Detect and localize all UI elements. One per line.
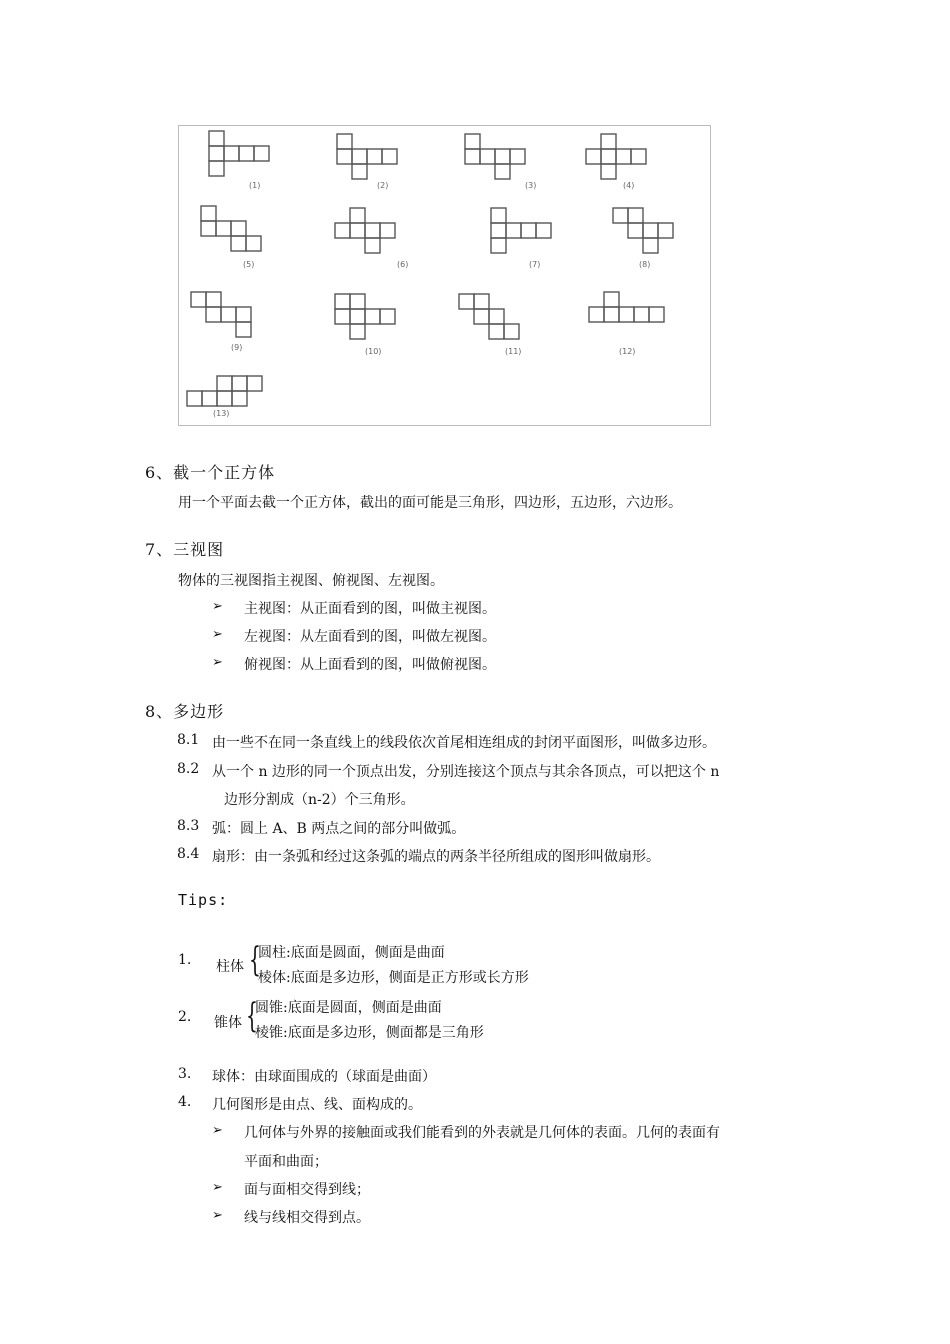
net-square	[495, 149, 510, 164]
cube-net-5	[201, 206, 261, 269]
net-square	[459, 294, 474, 309]
net-square	[382, 149, 397, 164]
tip-bullet-continued: 平面和曲面；	[244, 1154, 328, 1170]
tip-branch: 棱锥:底面是多边形，侧面都是三角形	[255, 1025, 484, 1041]
tip-branch: 圆柱:底面是圆面，侧面是曲面	[258, 945, 445, 961]
net-square	[491, 208, 506, 223]
net-square	[465, 134, 480, 149]
item-number: 8.3	[177, 818, 200, 834]
tips-title: Tips:	[178, 891, 229, 909]
net-square	[247, 376, 262, 391]
brace-icon: {	[246, 996, 258, 1036]
cube-net-8	[613, 208, 673, 269]
net-square	[604, 307, 619, 322]
net-square	[589, 307, 604, 322]
bullet-arrow-icon: ➢	[212, 599, 223, 614]
net-label: (9)	[231, 343, 243, 352]
net-square	[601, 134, 616, 149]
cube-net-9	[191, 292, 251, 352]
net-square	[634, 307, 649, 322]
net-square	[231, 236, 246, 251]
net-square	[216, 221, 231, 236]
net-square	[506, 223, 521, 238]
net-square	[495, 164, 510, 179]
net-label: (12)	[619, 347, 636, 356]
cube-net-4	[586, 134, 646, 190]
net-square	[335, 294, 350, 309]
net-square	[489, 309, 504, 324]
section-6-heading: 6、截一个正方体	[145, 463, 276, 482]
brace-icon: {	[249, 940, 261, 980]
tip-number: 4.	[178, 1094, 192, 1110]
net-label: (4)	[623, 181, 635, 190]
net-square	[643, 238, 658, 253]
net-label: (10)	[365, 347, 382, 356]
section-6-body: 用一个平面去截一个正方体，截出的面可能是三角形，四边形，五边形，六边形。	[178, 495, 682, 511]
net-label: (13)	[213, 409, 230, 418]
net-square	[246, 236, 261, 251]
tip-text: 几何图形是由点、线、面构成的。	[212, 1097, 422, 1113]
net-square	[491, 223, 506, 238]
net-label: (1)	[249, 181, 261, 190]
section-7-bullet: 主视图：从正面看到的图，叫做主视图。	[244, 601, 496, 617]
net-square	[206, 307, 221, 322]
net-square	[480, 149, 495, 164]
net-square	[209, 161, 224, 176]
net-square	[474, 294, 489, 309]
net-square	[350, 324, 365, 339]
net-square	[619, 307, 634, 322]
net-square	[616, 149, 631, 164]
tip-term: 锥体	[214, 1015, 242, 1031]
item-text: 扇形：由一条弧和经过这条弧的端点的两条半径所组成的图形叫做扇形。	[212, 849, 660, 865]
net-square	[335, 309, 350, 324]
net-square	[536, 223, 551, 238]
net-square	[601, 149, 616, 164]
bullet-arrow-icon: ➢	[212, 1208, 223, 1223]
net-square	[335, 223, 350, 238]
net-square	[643, 223, 658, 238]
net-square	[510, 149, 525, 164]
tip-branch: 圆锥:底面是圆面，侧面是曲面	[255, 1000, 442, 1016]
item-number: 8.1	[177, 732, 200, 748]
bullet-arrow-icon: ➢	[212, 627, 223, 642]
cube-net-2	[337, 134, 397, 190]
net-square	[601, 164, 616, 179]
net-label: (3)	[525, 181, 537, 190]
net-square	[187, 391, 202, 406]
net-square	[658, 223, 673, 238]
net-square	[604, 292, 619, 307]
net-square	[350, 294, 365, 309]
net-label: (8)	[639, 260, 651, 269]
net-square	[350, 309, 365, 324]
net-square	[254, 146, 269, 161]
net-square	[217, 376, 232, 391]
tip-bullet: 面与面相交得到线；	[244, 1182, 370, 1198]
net-square	[217, 391, 232, 406]
net-label: (11)	[505, 347, 522, 356]
bullet-arrow-icon: ➢	[212, 655, 223, 670]
net-square	[474, 309, 489, 324]
cube-net-3	[465, 134, 536, 190]
net-square	[350, 208, 365, 223]
net-square	[380, 309, 395, 324]
net-square	[365, 238, 380, 253]
cube-net-7	[491, 208, 551, 269]
section-7-intro: 物体的三视图指主视图、俯视图、左视图。	[178, 573, 444, 589]
net-square	[221, 307, 236, 322]
item-text: 由一些不在同一条直线上的线段依次首尾相连组成的封闭平面图形，叫做多边形。	[212, 735, 716, 751]
net-square	[232, 376, 247, 391]
net-square	[628, 208, 643, 223]
net-label: (2)	[377, 181, 389, 190]
net-square	[202, 391, 217, 406]
tip-term: 柱体	[216, 959, 244, 975]
bullet-arrow-icon: ➢	[212, 1180, 223, 1195]
net-label: (7)	[529, 260, 541, 269]
tip-text: 球体：由球面围成的（球面是曲面）	[212, 1069, 436, 1085]
net-square	[209, 131, 224, 146]
net-square	[521, 223, 536, 238]
tip-number: 1.	[178, 952, 192, 968]
tip-number: 2.	[178, 1009, 192, 1025]
tip-bullet: 几何体与外界的接触面或我们能看到的外表就是几何体的表面。几何的表面有	[244, 1125, 720, 1141]
net-square	[236, 307, 251, 322]
net-square	[380, 223, 395, 238]
net-square	[504, 324, 519, 339]
net-square	[631, 149, 646, 164]
net-square	[367, 149, 382, 164]
net-square	[201, 206, 216, 221]
cube-net-6	[335, 208, 408, 269]
item-number: 8.2	[177, 761, 200, 777]
net-square	[613, 208, 628, 223]
net-square	[628, 223, 643, 238]
tip-bullet: 线与线相交得到点。	[244, 1210, 370, 1226]
net-label: (5)	[243, 260, 255, 269]
item-text-continued: 边形分割成（n-2）个三角形。	[224, 792, 415, 808]
net-square	[209, 146, 224, 161]
section-7-heading: 7、三视图	[145, 540, 225, 559]
section-8-heading: 8、多边形	[145, 702, 225, 721]
cube-net-13	[187, 376, 262, 418]
net-square	[365, 309, 380, 324]
net-square	[236, 322, 251, 337]
net-label: (6)	[397, 260, 409, 269]
net-square	[491, 238, 506, 253]
bullet-arrow-icon: ➢	[212, 1123, 223, 1138]
net-square	[206, 292, 221, 307]
cube-net-12	[589, 292, 664, 356]
item-text: 弧：圆上 A、B 两点之间的部分叫做弧。	[212, 821, 466, 837]
item-number: 8.4	[177, 846, 200, 862]
net-square	[337, 149, 352, 164]
net-square	[649, 307, 664, 322]
section-7-bullet: 俯视图：从上面看到的图，叫做俯视图。	[244, 657, 496, 673]
net-square	[465, 149, 480, 164]
cube-net-10	[335, 294, 395, 356]
net-square	[232, 391, 247, 406]
section-7-bullet: 左视图：从左面看到的图，叫做左视图。	[244, 629, 496, 645]
cube-net-11	[459, 294, 521, 356]
cube-net-1	[209, 131, 269, 190]
tip-number: 3.	[178, 1066, 192, 1082]
net-square	[586, 149, 601, 164]
cube-nets-figure	[178, 125, 711, 426]
net-square	[489, 324, 504, 339]
net-square	[191, 292, 206, 307]
net-square	[239, 146, 254, 161]
net-square	[337, 134, 352, 149]
tip-branch: 棱体:底面是多边形，侧面是正方形或长方形	[258, 970, 529, 986]
net-square	[231, 221, 246, 236]
net-square	[365, 223, 380, 238]
net-square	[201, 221, 216, 236]
net-square	[352, 149, 367, 164]
net-square	[352, 164, 367, 179]
cube-nets-drawing	[179, 126, 712, 427]
net-square	[224, 146, 239, 161]
net-square	[350, 223, 365, 238]
item-text: 从一个 n 边形的同一个顶点出发，分别连接这个顶点与其余各顶点，可以把这个 n	[212, 764, 720, 780]
